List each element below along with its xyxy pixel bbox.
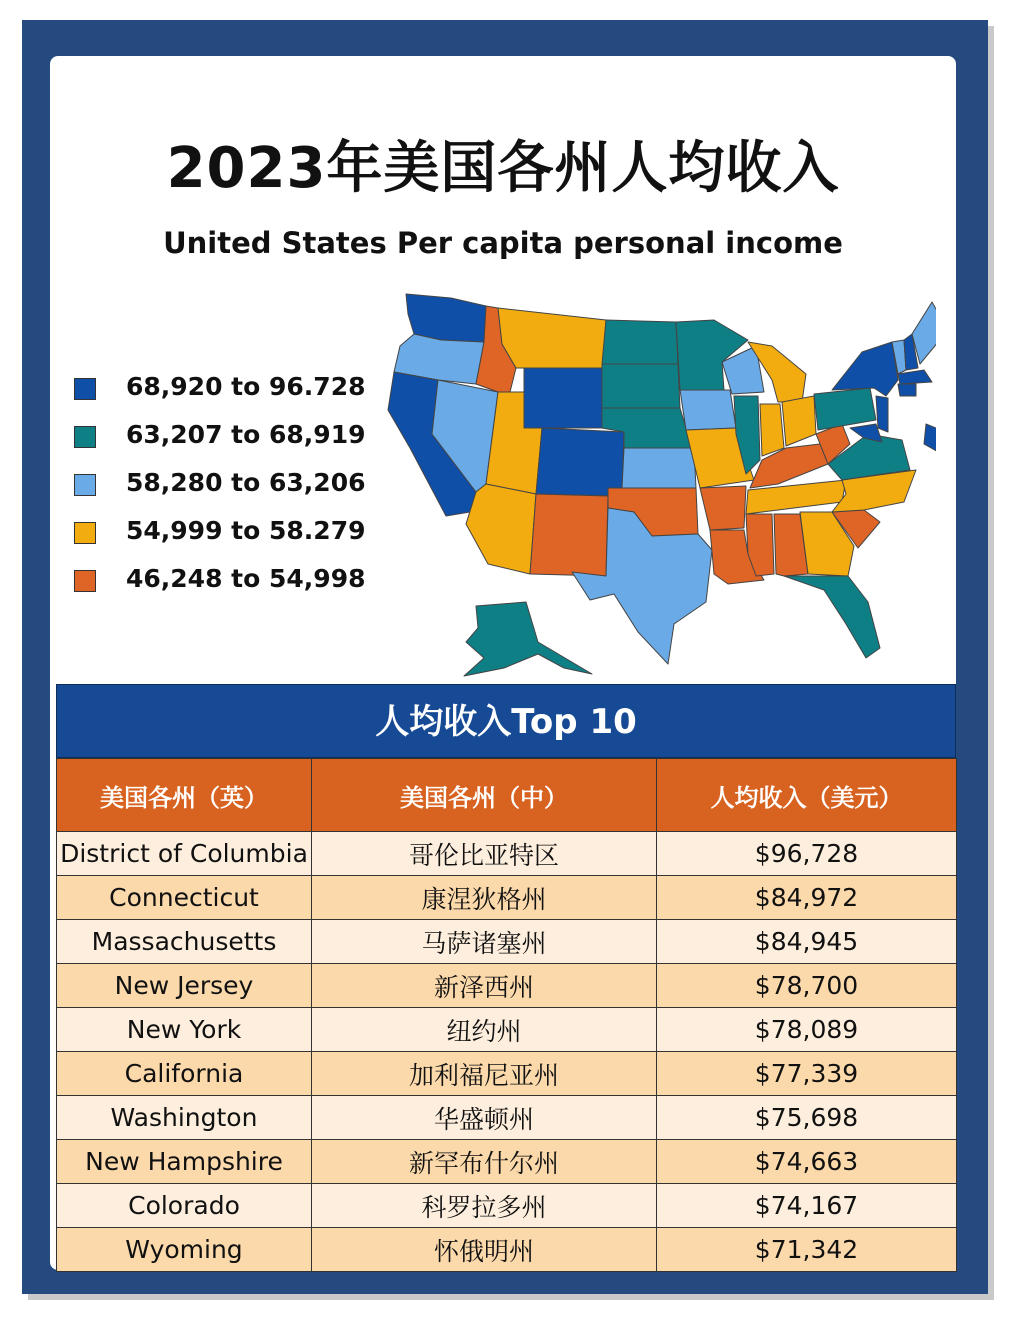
cell-state-en: California xyxy=(57,1052,312,1096)
top10-table-section xyxy=(56,684,956,1272)
state-north-dakota xyxy=(602,320,678,364)
cell-state-zh: 科罗拉多州 xyxy=(312,1184,657,1228)
cell-income: $78,700 xyxy=(657,964,957,1008)
us-income-map xyxy=(376,284,936,684)
state-indiana xyxy=(760,404,784,456)
cell-income: $74,663 xyxy=(657,1140,957,1184)
column-header-state-en: 美国各州（英） xyxy=(57,759,312,832)
state-connecticut xyxy=(898,384,916,396)
state-new-mexico xyxy=(530,494,608,576)
cell-state-en: District of Columbia xyxy=(57,832,312,876)
table-row xyxy=(57,920,957,964)
state-wyoming xyxy=(524,368,602,428)
state-alaska xyxy=(464,602,592,676)
legend-swatch xyxy=(74,570,96,592)
cell-state-zh: 纽约州 xyxy=(312,1008,657,1052)
cell-state-en: Washington xyxy=(57,1096,312,1140)
legend-label: 63,207 to 68,919 xyxy=(126,420,366,449)
page-subtitle: United States Per capita personal income xyxy=(163,226,843,260)
state-arizona xyxy=(466,484,536,574)
cell-state-zh: 怀俄明州 xyxy=(312,1228,657,1272)
table-row xyxy=(57,1008,957,1052)
outer-frame xyxy=(22,20,988,1294)
table-row xyxy=(57,1140,957,1184)
legend-label: 54,999 to 58.279 xyxy=(126,516,366,545)
column-header-state-zh: 美国各州（中） xyxy=(312,759,657,832)
state-ohio xyxy=(782,396,816,446)
cell-state-zh: 加利福尼亚州 xyxy=(312,1052,657,1096)
cell-state-zh: 哥伦比亚特区 xyxy=(312,832,657,876)
cell-income: $71,342 xyxy=(657,1228,957,1272)
infographic-panel xyxy=(50,56,956,1270)
cell-income: $74,167 xyxy=(657,1184,957,1228)
table-row xyxy=(57,1228,957,1272)
table-row xyxy=(57,964,957,1008)
top10-income-table xyxy=(56,758,957,1272)
cell-income: $75,698 xyxy=(657,1096,957,1140)
legend-label: 68,920 to 96.728 xyxy=(126,372,366,401)
state-arkansas xyxy=(700,486,746,530)
legend-swatch xyxy=(74,378,96,400)
page-title: 2023年美国各州人均收入 xyxy=(166,136,840,201)
cell-income: $84,945 xyxy=(657,920,957,964)
table-header-row xyxy=(57,759,957,832)
state-new-york xyxy=(832,342,898,396)
legend-swatch xyxy=(74,426,96,448)
column-header-income: 人均收入（美元） xyxy=(657,759,957,832)
table-title: 人均收入Top 10 xyxy=(56,684,956,758)
table-row xyxy=(57,876,957,920)
state-kansas xyxy=(622,448,696,488)
cell-state-zh: 康涅狄格州 xyxy=(312,876,657,920)
district-of-columbia xyxy=(924,424,936,454)
cell-state-en: Massachusetts xyxy=(57,920,312,964)
legend-swatch xyxy=(74,522,96,544)
state-south-dakota xyxy=(602,364,680,408)
cell-state-en: New Jersey xyxy=(57,964,312,1008)
state-massachusetts xyxy=(898,370,932,384)
state-montana xyxy=(498,308,606,368)
cell-income: $84,972 xyxy=(657,876,957,920)
state-iowa xyxy=(680,390,736,430)
cell-state-en: New York xyxy=(57,1008,312,1052)
table-row xyxy=(57,832,957,876)
cell-income: $78,089 xyxy=(657,1008,957,1052)
cell-state-en: Wyoming xyxy=(57,1228,312,1272)
cell-income: $96,728 xyxy=(657,832,957,876)
cell-state-en: Colorado xyxy=(57,1184,312,1228)
legend-label: 58,280 to 63,206 xyxy=(126,468,366,497)
state-pennsylvania xyxy=(814,388,876,430)
cell-state-zh: 新罕布什尔州 xyxy=(312,1140,657,1184)
cell-income: $77,339 xyxy=(657,1052,957,1096)
legend-swatch xyxy=(74,474,96,496)
state-new-jersey xyxy=(876,396,888,432)
table-row xyxy=(57,1096,957,1140)
cell-state-zh: 马萨诸塞州 xyxy=(312,920,657,964)
state-colorado xyxy=(536,428,624,496)
cell-state-zh: 新泽西州 xyxy=(312,964,657,1008)
table-row xyxy=(57,1184,957,1228)
legend-label: 46,248 to 54,998 xyxy=(126,564,366,593)
cell-state-zh: 华盛顿州 xyxy=(312,1096,657,1140)
state-florida xyxy=(784,576,880,658)
cell-state-en: Connecticut xyxy=(57,876,312,920)
cell-state-en: New Hampshire xyxy=(57,1140,312,1184)
table-row xyxy=(57,1052,957,1096)
